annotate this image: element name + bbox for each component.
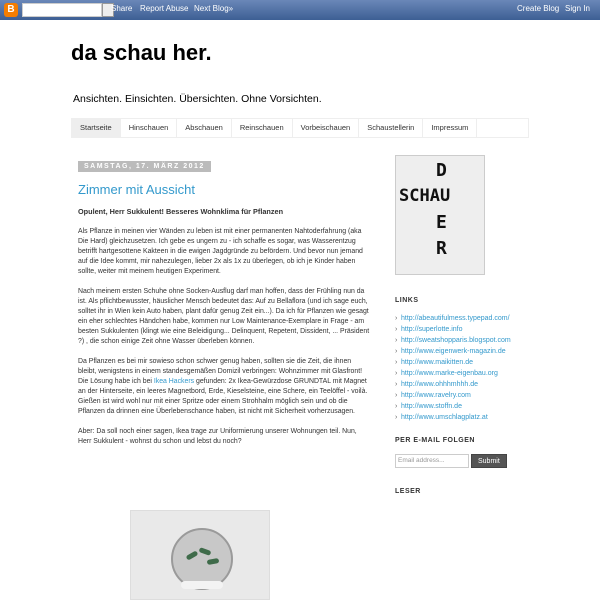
tab-hinschauen[interactable]: Hinschauen <box>121 119 178 137</box>
blogger-logo-icon[interactable]: B <box>4 3 18 17</box>
tab-impressum[interactable]: Impressum <box>423 119 477 137</box>
list-item <box>395 336 530 346</box>
sign-in-link[interactable]: Sign In <box>565 4 590 13</box>
list-item <box>395 391 530 401</box>
list-item <box>395 402 530 412</box>
post-paragraph: Aber: Da soll noch einer sagen, Ikea trage zur Uniformierung unserer Wohnungen teil. Nun, Herr Sukkulent - wohnst du schon und lebst du noch? <box>78 428 357 445</box>
tab-schaustellerin[interactable]: Schaustellerin <box>359 119 423 137</box>
post-image <box>130 510 270 600</box>
share-link[interactable]: Share <box>111 4 133 13</box>
post-body <box>78 207 370 447</box>
post <box>78 155 370 457</box>
link[interactable]: http://www.eigenwerk-magazin.de <box>401 348 506 355</box>
cross-stitch-logo: D SCHAU E R <box>395 155 485 275</box>
post-lead: Opulent, Herr Sukkulent! Besseres Wohnklima für Pflanzen <box>78 207 284 216</box>
blogger-navbar <box>0 0 600 20</box>
link[interactable]: http://www.umschlagplatz.at <box>401 414 488 421</box>
tab-vorbeischauen[interactable]: Vorbeischauen <box>293 119 360 137</box>
list-item <box>395 347 530 357</box>
email-widget-title: PER E-MAIL FOLGEN <box>395 436 475 444</box>
list-item <box>395 413 530 423</box>
link[interactable]: http://www.stoffn.de <box>401 403 462 410</box>
blog-title[interactable]: da schau her. <box>71 40 212 65</box>
list-item <box>395 358 530 368</box>
link[interactable]: http://www.marke-eigenbau.org <box>401 370 498 377</box>
blog-description: Ansichten. Einsichten. Übersichten. Ohne Vorsichten. <box>73 93 322 105</box>
create-blog-link[interactable]: Create Blog <box>517 4 560 13</box>
link[interactable]: http://www.ravelry.com <box>401 392 471 399</box>
link[interactable]: http://sweatshopparis.blogspot.com <box>401 337 511 344</box>
page-tabs <box>71 118 529 138</box>
post-paragraph: Da Pflanzen es bei mir sowieso schon schwer genug haben, sollten sie die Zeit, die ihnen bleibt, wenigstens in einem standesgemäßen Domizil verbringen: Wohnzimmer mit Glasfront! Die Lösung habe ich bei Ikea Hackers gefunden: 2x Ikea-Gewürzdose GRUNDTAL mit Magnet an der Hinterseite, ein leeres Magnetbord, Erde, Kieselsteine, eine Schere, ein Teelöffel - voilà. Gießen ist wird wohl nur mit einer Spritze oder einem Strohhalm möglich sein und ob die Pflanzen da drinnen eine Überlebenschance haben, ist nicht mit Sicherheit vorherzusagen. <box>78 358 368 415</box>
reader-widget-title: LESER <box>395 487 421 495</box>
link[interactable]: http://superlotte.info <box>401 326 463 333</box>
list-item <box>395 369 530 379</box>
link[interactable]: http://www.ohhhmhhh.de <box>401 381 479 388</box>
links-widget-title: LINKS <box>395 297 419 304</box>
list-item <box>395 380 530 390</box>
email-field[interactable]: Email address... <box>395 454 469 468</box>
ikea-hackers-link[interactable]: Ikea Hackers <box>153 378 195 385</box>
links-list <box>395 314 530 423</box>
tab-reinschauen[interactable]: Reinschauen <box>232 119 293 137</box>
next-blog-link[interactable]: Next Blog» <box>194 4 234 13</box>
list-item <box>395 314 530 324</box>
list-item <box>395 325 530 335</box>
email-subscribe <box>395 454 530 468</box>
tab-startseite[interactable]: Startseite <box>72 119 121 137</box>
sidebar <box>395 155 530 495</box>
link[interactable]: http://abeautifulmess.typepad.com/ <box>401 315 510 322</box>
search-input[interactable] <box>22 3 102 17</box>
report-abuse-link[interactable]: Report Abuse <box>140 4 189 13</box>
post-paragraph: Als Pflanze in meinen vier Wänden zu leben ist mit einer permanenten Nahtoderfahrung (aka Die Hard) gleichzusetzen. Ich gebe es ungern zu - ich schaffe es sogar, was Wasserentzug betrifft hartgesottene Kakteen in die ewigen Jagdgründe zu befördern. Und bevor nun jemand auf die Idee kommt, mir nahezulegen, lieber 2x als 1x zu überlegen, ob ich je Kinder haben sollte, weiter mit meinem heutigen Experiment. <box>78 228 363 275</box>
post-title[interactable]: Zimmer mit Aussicht <box>78 182 196 197</box>
post-date: SAMSTAG, 17. MÄRZ 2012 <box>78 161 211 172</box>
tab-abschauen[interactable]: Abschauen <box>177 119 232 137</box>
link[interactable]: http://www.maikitten.de <box>401 359 473 366</box>
post-paragraph: Nach meinem ersten Schuhe ohne Socken-Ausflug darf man hoffen, dass der Frühling nun da ist. Als pflichtbewusster, häuslicher Mensch bedeutet das: Auf zu Bellaflora (und ich sage euch, solltet ihr in Wien kein Auto haben, plant dafür genug Zeit ein...). Da ich für Pflanzen wie gesagt ein eher schlechtes Händchen habe, kommen nur Low Maintenance-Exemplare in Frage - am besten Sukkulenten (klingt wie eine Beleidigung... Delinquent, Repetent, Dissident, ... Präsident ?) , die schon einige Zeit ohne Wasser überleben können. <box>78 288 370 345</box>
pebbles <box>181 581 223 589</box>
submit-button[interactable]: Submit <box>471 454 507 468</box>
